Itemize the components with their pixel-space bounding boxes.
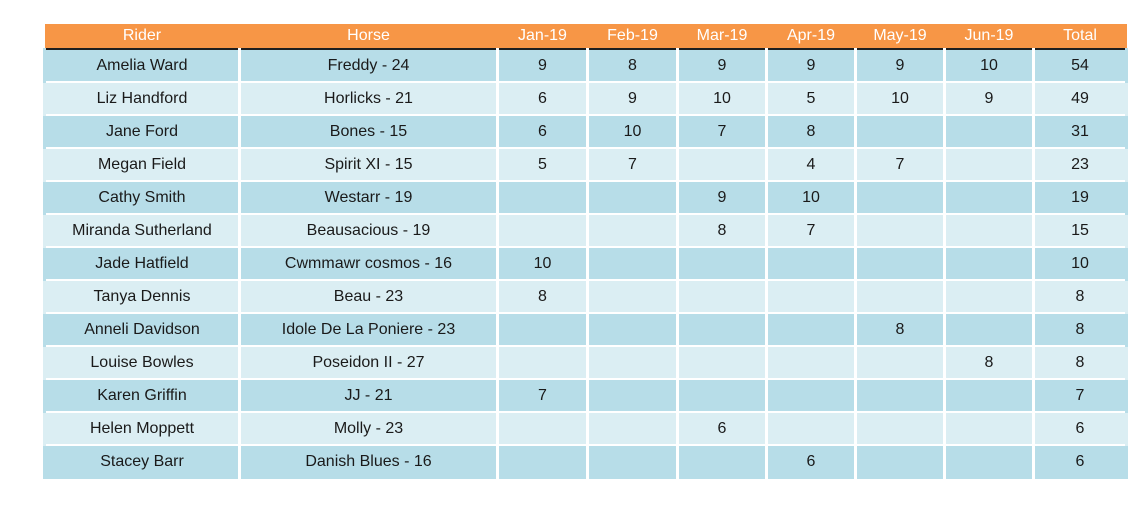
jun-19-cell (945, 115, 1034, 148)
apr-19-cell: 9 (767, 49, 856, 82)
horse-cell: Poseidon II - 27 (240, 346, 498, 379)
header-row (45, 24, 1127, 49)
column-header-may-19: May-19 (856, 24, 945, 49)
may-19-cell (856, 181, 945, 214)
jan-19-cell (498, 181, 588, 214)
rider-cell: Amelia Ward (45, 49, 240, 82)
may-19-cell: 9 (856, 49, 945, 82)
mar-19-cell (678, 247, 767, 280)
jun-19-cell (945, 379, 1034, 412)
apr-19-cell (767, 412, 856, 445)
apr-19-cell (767, 247, 856, 280)
table-row (45, 313, 1127, 346)
column-header-rider: Rider (45, 24, 240, 49)
feb-19-cell: 8 (588, 49, 678, 82)
may-19-cell (856, 346, 945, 379)
apr-19-cell (767, 280, 856, 313)
rider-cell: Miranda Sutherland (45, 214, 240, 247)
mar-19-cell: 9 (678, 49, 767, 82)
table-row (45, 148, 1127, 181)
total-cell: 15 (1034, 214, 1127, 247)
jun-19-cell (945, 412, 1034, 445)
jan-19-cell: 6 (498, 82, 588, 115)
horse-cell: JJ - 21 (240, 379, 498, 412)
may-19-cell (856, 214, 945, 247)
may-19-cell (856, 247, 945, 280)
rider-cell: Anneli Davidson (45, 313, 240, 346)
mar-19-cell: 6 (678, 412, 767, 445)
jan-19-cell: 8 (498, 280, 588, 313)
feb-19-cell (588, 379, 678, 412)
jan-19-cell (498, 412, 588, 445)
feb-19-cell: 9 (588, 82, 678, 115)
feb-19-cell (588, 181, 678, 214)
horse-cell: Cwmmawr cosmos - 16 (240, 247, 498, 280)
total-cell: 8 (1034, 346, 1127, 379)
jun-19-cell (945, 148, 1034, 181)
table-row (45, 412, 1127, 445)
rider-cell: Louise Bowles (45, 346, 240, 379)
total-cell: 54 (1034, 49, 1127, 82)
jun-19-cell (945, 181, 1034, 214)
horse-cell: Beau - 23 (240, 280, 498, 313)
horse-cell: Horlicks - 21 (240, 82, 498, 115)
table-row (45, 49, 1127, 82)
rider-cell: Stacey Barr (45, 445, 240, 478)
jan-19-cell: 5 (498, 148, 588, 181)
mar-19-cell (678, 346, 767, 379)
may-19-cell (856, 379, 945, 412)
table-row (45, 379, 1127, 412)
may-19-cell (856, 280, 945, 313)
jan-19-cell: 6 (498, 115, 588, 148)
rider-cell: Tanya Dennis (45, 280, 240, 313)
total-cell: 23 (1034, 148, 1127, 181)
jan-19-cell (498, 313, 588, 346)
feb-19-cell: 7 (588, 148, 678, 181)
table-row (45, 247, 1127, 280)
feb-19-cell (588, 445, 678, 478)
column-header-total: Total (1034, 24, 1127, 49)
column-header-jan-19: Jan-19 (498, 24, 588, 49)
jun-19-cell (945, 247, 1034, 280)
total-cell: 7 (1034, 379, 1127, 412)
jun-19-cell: 8 (945, 346, 1034, 379)
mar-19-cell (678, 379, 767, 412)
horse-cell: Molly - 23 (240, 412, 498, 445)
total-cell: 6 (1034, 445, 1127, 478)
jan-19-cell: 9 (498, 49, 588, 82)
horse-cell: Bones - 15 (240, 115, 498, 148)
rider-cell: Megan Field (45, 148, 240, 181)
rider-cell: Jade Hatfield (45, 247, 240, 280)
horse-cell: Westarr - 19 (240, 181, 498, 214)
rider-cell: Cathy Smith (45, 181, 240, 214)
feb-19-cell (588, 214, 678, 247)
total-cell: 8 (1034, 313, 1127, 346)
jun-19-cell (945, 313, 1034, 346)
table-row (45, 115, 1127, 148)
apr-19-cell: 8 (767, 115, 856, 148)
apr-19-cell: 6 (767, 445, 856, 478)
rider-cell: Liz Handford (45, 82, 240, 115)
feb-19-cell (588, 247, 678, 280)
jan-19-cell (498, 214, 588, 247)
rider-cell: Jane Ford (45, 115, 240, 148)
mar-19-cell (678, 280, 767, 313)
table-row (45, 214, 1127, 247)
jun-19-cell (945, 214, 1034, 247)
jun-19-cell: 9 (945, 82, 1034, 115)
horse-cell: Freddy - 24 (240, 49, 498, 82)
table-body (45, 49, 1127, 478)
may-19-cell: 7 (856, 148, 945, 181)
total-cell: 6 (1034, 412, 1127, 445)
column-header-horse: Horse (240, 24, 498, 49)
jan-19-cell (498, 346, 588, 379)
horse-cell: Spirit XI - 15 (240, 148, 498, 181)
jan-19-cell: 7 (498, 379, 588, 412)
table-row (45, 280, 1127, 313)
mar-19-cell (678, 445, 767, 478)
table-row (45, 445, 1127, 478)
standings-table (43, 24, 1128, 479)
may-19-cell (856, 412, 945, 445)
rider-cell: Karen Griffin (45, 379, 240, 412)
mar-19-cell: 7 (678, 115, 767, 148)
column-header-feb-19: Feb-19 (588, 24, 678, 49)
jun-19-cell: 10 (945, 49, 1034, 82)
feb-19-cell: 10 (588, 115, 678, 148)
total-cell: 8 (1034, 280, 1127, 313)
may-19-cell: 8 (856, 313, 945, 346)
rider-cell: Helen Moppett (45, 412, 240, 445)
mar-19-cell: 10 (678, 82, 767, 115)
apr-19-cell: 10 (767, 181, 856, 214)
horse-cell: Idole De La Poniere - 23 (240, 313, 498, 346)
apr-19-cell: 7 (767, 214, 856, 247)
table-row (45, 346, 1127, 379)
total-cell: 19 (1034, 181, 1127, 214)
mar-19-cell: 8 (678, 214, 767, 247)
mar-19-cell (678, 313, 767, 346)
jan-19-cell (498, 445, 588, 478)
mar-19-cell (678, 148, 767, 181)
feb-19-cell (588, 313, 678, 346)
column-header-mar-19: Mar-19 (678, 24, 767, 49)
table-row (45, 82, 1127, 115)
feb-19-cell (588, 346, 678, 379)
may-19-cell: 10 (856, 82, 945, 115)
table-row (45, 181, 1127, 214)
mar-19-cell: 9 (678, 181, 767, 214)
apr-19-cell: 4 (767, 148, 856, 181)
standings-table-container (43, 24, 1125, 479)
jun-19-cell (945, 280, 1034, 313)
feb-19-cell (588, 412, 678, 445)
total-cell: 10 (1034, 247, 1127, 280)
apr-19-cell (767, 379, 856, 412)
jan-19-cell: 10 (498, 247, 588, 280)
may-19-cell (856, 445, 945, 478)
horse-cell: Danish Blues - 16 (240, 445, 498, 478)
may-19-cell (856, 115, 945, 148)
total-cell: 49 (1034, 82, 1127, 115)
total-cell: 31 (1034, 115, 1127, 148)
apr-19-cell (767, 313, 856, 346)
feb-19-cell (588, 280, 678, 313)
column-header-apr-19: Apr-19 (767, 24, 856, 49)
apr-19-cell (767, 346, 856, 379)
jun-19-cell (945, 445, 1034, 478)
apr-19-cell: 5 (767, 82, 856, 115)
horse-cell: Beausacious - 19 (240, 214, 498, 247)
column-header-jun-19: Jun-19 (945, 24, 1034, 49)
